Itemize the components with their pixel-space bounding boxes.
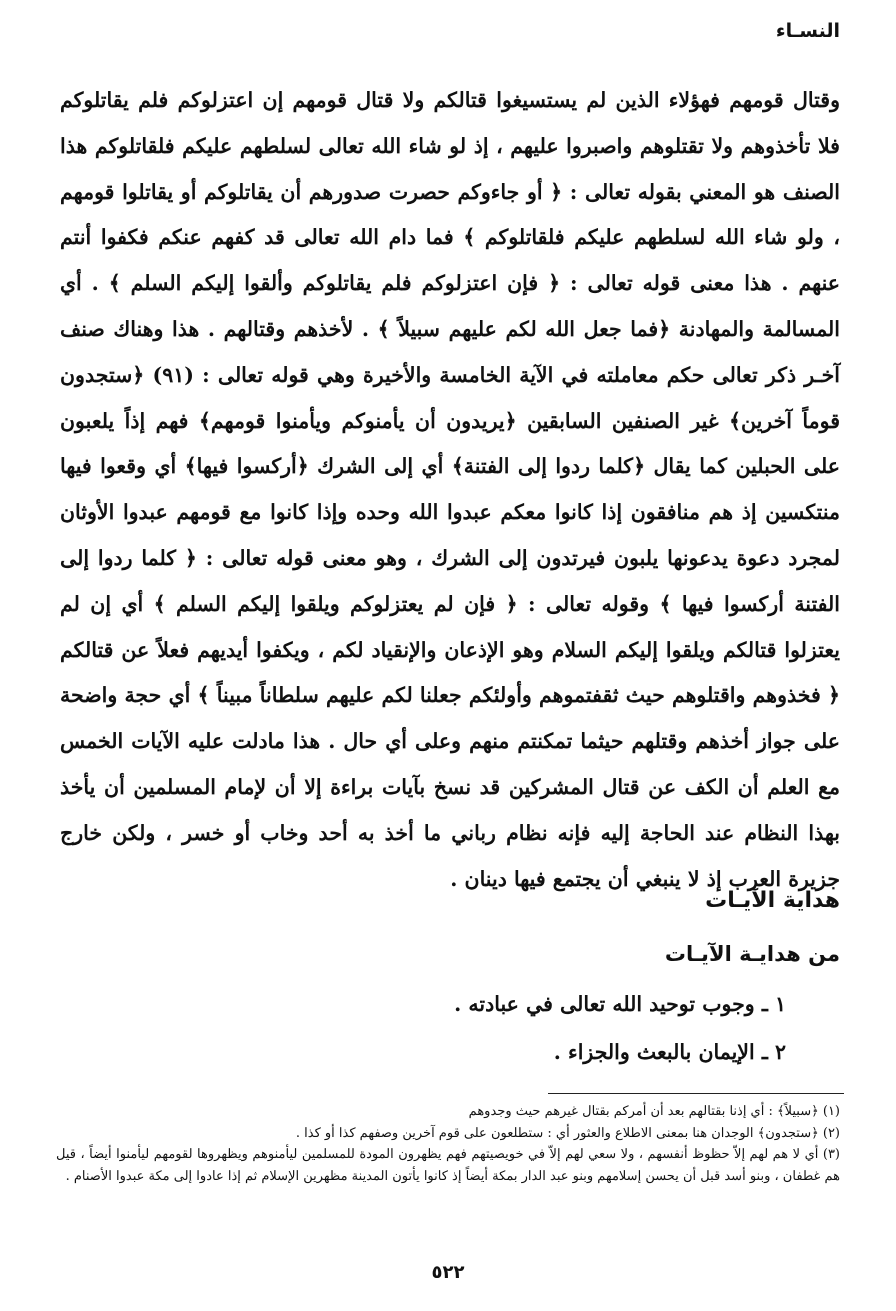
guidance-point-2: ٢ ـ الإيمان بالبعث والجزاء . [553, 1040, 786, 1064]
page-number: ٥٢٢ [431, 1262, 465, 1283]
footnotes [56, 1101, 840, 1187]
body-paragraph: وقتال قومهم فهؤلاء الذين لم يستسيغوا قتالكم ولا قتال قومهم إن اعتزلوكم فلم يقاتلوكم فلا تأخذوهم ولا تقتلوهم واصبروا عليهم ، إذ لو شاء الله تعالى لسلطهم عليكم فلقاتلوكم هذا الصنف هو المعني بقوله تعالى : ﴿ أو جاءوكم حصرت صدورهم أن يقاتلوكم أو يقاتلوا قومهم ، ولو شاء الله لسلطهم عليكم فلقاتلوكم ﴾ فما دام الله تعالى قد كفهم عنكم فكفوا أنتم عنهم . هذا معنى قوله تعالى : ﴿ فإن اعتزلوكم فلم يقاتلوكم وألقوا إليكم السلم ﴾ . أي المسالمة والمهادنة ﴿فما جعل الله لكم عليهم سبيلاً ﴾ . لأخذهم وقتالهم . هذا وهناك صنف آخـر ذكر تعالى حكم معاملته في الآية الخامسة والأخيرة وهي قوله تعالى : (٩١) ﴿ستجدون قوماً آخرين﴾ غير الصنفين السابقين ﴿يريدون أن يأمنوكم ويأمنوا قومهم﴾ فهم إذاً يلعبون على الحبلين كما يقال ﴿كلما ردوا إلى الفتنة﴾ أي إلى الشرك ﴿أركسوا فيها﴾ أي وقعوا فيها منتكسين إذ هم منافقون إذا كانوا معكم عبدوا الله وحده وإذا كانوا مع قومهم عبدوا الأوثان لمجرد دعوة يدعونها يلبون فيرتدون إلى الشرك ، وهو معنى قوله تعالى : ﴿ كلما ردوا إلى الفتنة أركسوا فيها ﴾ وقوله تعالى : ﴿ فإن لم يعتزلوكم ويلقوا إليكم السلم ﴾ أي إن لم يعتزلوا قتالكم ويلقوا إليكم السلام وهو الإذعان والإنقياد لكم ، ويكفوا أيديهم فعلاً عن قتالكم ﴿ فخذوهم واقتلوهم حيث ثقفتموهم وأولئكم جعلنا لكم عليهم سلطاناً مبيناً ﴾ أي حجة واضحة على جواز أخذهم وقتلهم حيثما تمكنتم منهم وعلى أي حال . هذا مادلت عليه الآيات الخمس مع العلم أن الكف عن قتال المشركين قد نسخ بآيات براءة إلا أن لإمام المسلمين أن يأخذ بهذا النظام عند الحاجة إليه فإنه نظام رباني ما أخذ به أحد وخاب أو خسر ، ولكن خارج جزيرة العرب إذ لا ينبغي أن يجتمع فيها دينان . [60, 88, 840, 891]
footnote-3: (٣) أي لا هم لهم إلاّ حظوظ أنفسهم ، ولا سعي لهم إلاّ في خويصيتهم فهم يظهرون المودة للمسلمين ليأمنوهم ويظهروها لقومهم ليأمنوا أيضاً ، قيل هم غطفان ، وبنو أسد قبل أن يحسن إسلامهم وبنو عبد الدار بمكة أيضاً إذ كانوا يأتون المدينة مظهرين الإسلام ثم إذا عادوا إلى مكة عبدوا الأصنام . [56, 1147, 840, 1184]
section-title: هداية الآيـات [705, 888, 840, 913]
footnote-2: (٢) ﴿ستجدون﴾ الوجدان هنا بمعنى الاطلاع والعثور أي : ستطلعون على قوم آخرين وصفهم كذا أو كذا . [295, 1125, 840, 1141]
footnote-1: (١) ﴿سبيلاً﴾ : أي إذنا بقتالهم بعد أن أمركم بقتال غيرهم حيث وجدوهم [468, 1104, 840, 1119]
running-head: النسـاء [775, 20, 840, 42]
section-subtitle: من هدايـة الآيـات [664, 942, 840, 966]
guidance-point-1: ١ ـ وجوب توحيد الله تعالى في عبادته . [454, 992, 786, 1016]
body-text [60, 78, 840, 902]
footnote-divider [548, 1093, 844, 1094]
